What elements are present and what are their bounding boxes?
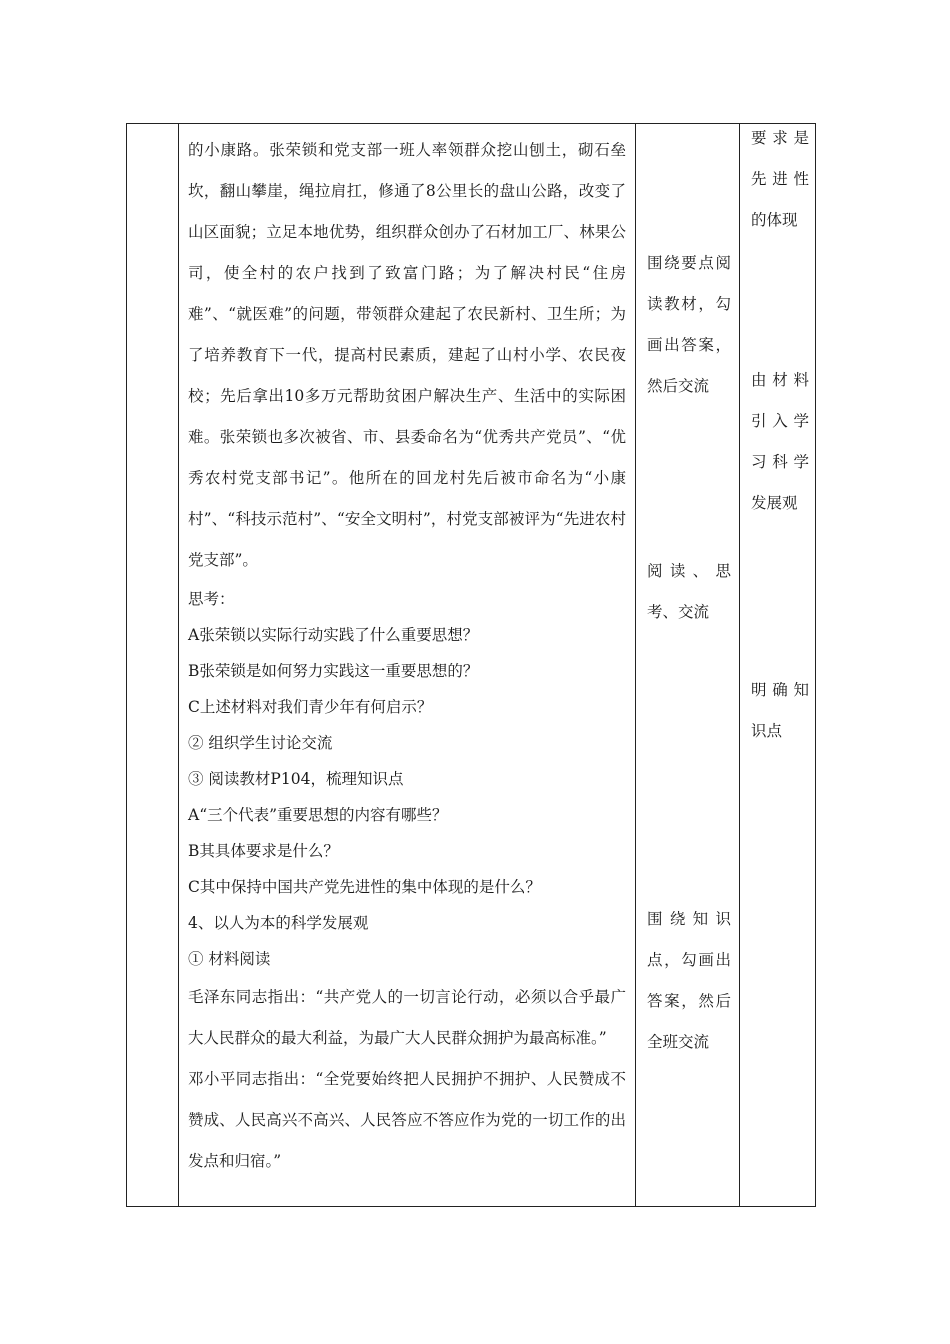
intent-text: 明确知识点 — [751, 681, 809, 740]
quote-deng: 邓小平同志指出：“全党要始终把人民拥护不拥护、人民赞成不赞成、人民高兴不高兴、人民答应不答应作为党的一切工作的出发点和归宿。” — [188, 1070, 626, 1170]
material-reading-label: ① 材料阅读 — [188, 950, 271, 968]
lesson-table — [126, 123, 816, 1207]
intent-text: 由材料引入学习科学发展观 — [751, 371, 809, 512]
question-a: A张荣锁以实际行动实践了什么重要思想？ — [188, 626, 479, 644]
activity-text: 围绕知识点，勾画出答案，然后全班交流 — [647, 910, 731, 1051]
quote-mao: 毛泽东同志指出：“共产党人的一切言论行动，必须以合乎最广大人民群众的最大利益，为最广大人民群众拥护为最高标准。” — [188, 988, 626, 1047]
story-paragraph: 的小康路。张荣锁和党支部一班人率领群众挖山刨土，砌石垒坎，翻山攀崖，绳拉肩扛，修通了8公里长的盘山公路，改变了山区面貌；立足本地优势，组织群众创办了石材加工厂、林果公司，使全村的农户找到了致富门路；为了解决村民“住房难”、“就医难”的问题，带领群众建起了农民新村、卫生所；为了培养教育下一代，提高村民素质，建起了山村小学、农民夜校；先后拿出10多万元帮助贫困户解决生产、生活中的实际困难。张荣锁也多次被省、市、县委命名为“优秀共产党员”、“优秀农村党支部书记”。他所在的回龙村先后被市命名为“小康村”、“科技示范村”、“安全文明村”，村党支部被评为“先进农村党支部”。 — [188, 141, 626, 569]
stage-column — [127, 124, 178, 1206]
column-divider — [739, 124, 740, 1206]
question-c: C上述材料对我们青少年有何启示？ — [188, 698, 433, 716]
activity-text: 阅读、思考、交流 — [647, 562, 731, 621]
reading-question-a: A“三个代表”重要思想的内容有哪些？ — [188, 806, 448, 824]
reading-question-b: B其具体要求是什么？ — [188, 842, 339, 860]
think-label: 思考： — [188, 590, 235, 608]
step-reading: ③ 阅读教材P104，梳理知识点 — [188, 770, 404, 788]
design-intent-column — [741, 124, 815, 1206]
section-heading: 4、以人为本的科学发展观 — [188, 914, 369, 932]
question-b: B张荣锁是如何努力实践这一重要思想的？ — [188, 662, 479, 680]
step-discussion: ② 组织学生讨论交流 — [188, 734, 333, 752]
column-divider — [635, 124, 636, 1206]
teaching-content-column — [179, 124, 635, 1206]
student-activity-column — [637, 124, 739, 1206]
intent-text: 要求是先进性的体现 — [751, 129, 809, 229]
activity-text: 围绕要点阅读教材，勾画出答案，然后交流 — [647, 254, 731, 395]
reading-question-c: C其中保持中国共产党先进性的集中体现的是什么？ — [188, 878, 541, 896]
